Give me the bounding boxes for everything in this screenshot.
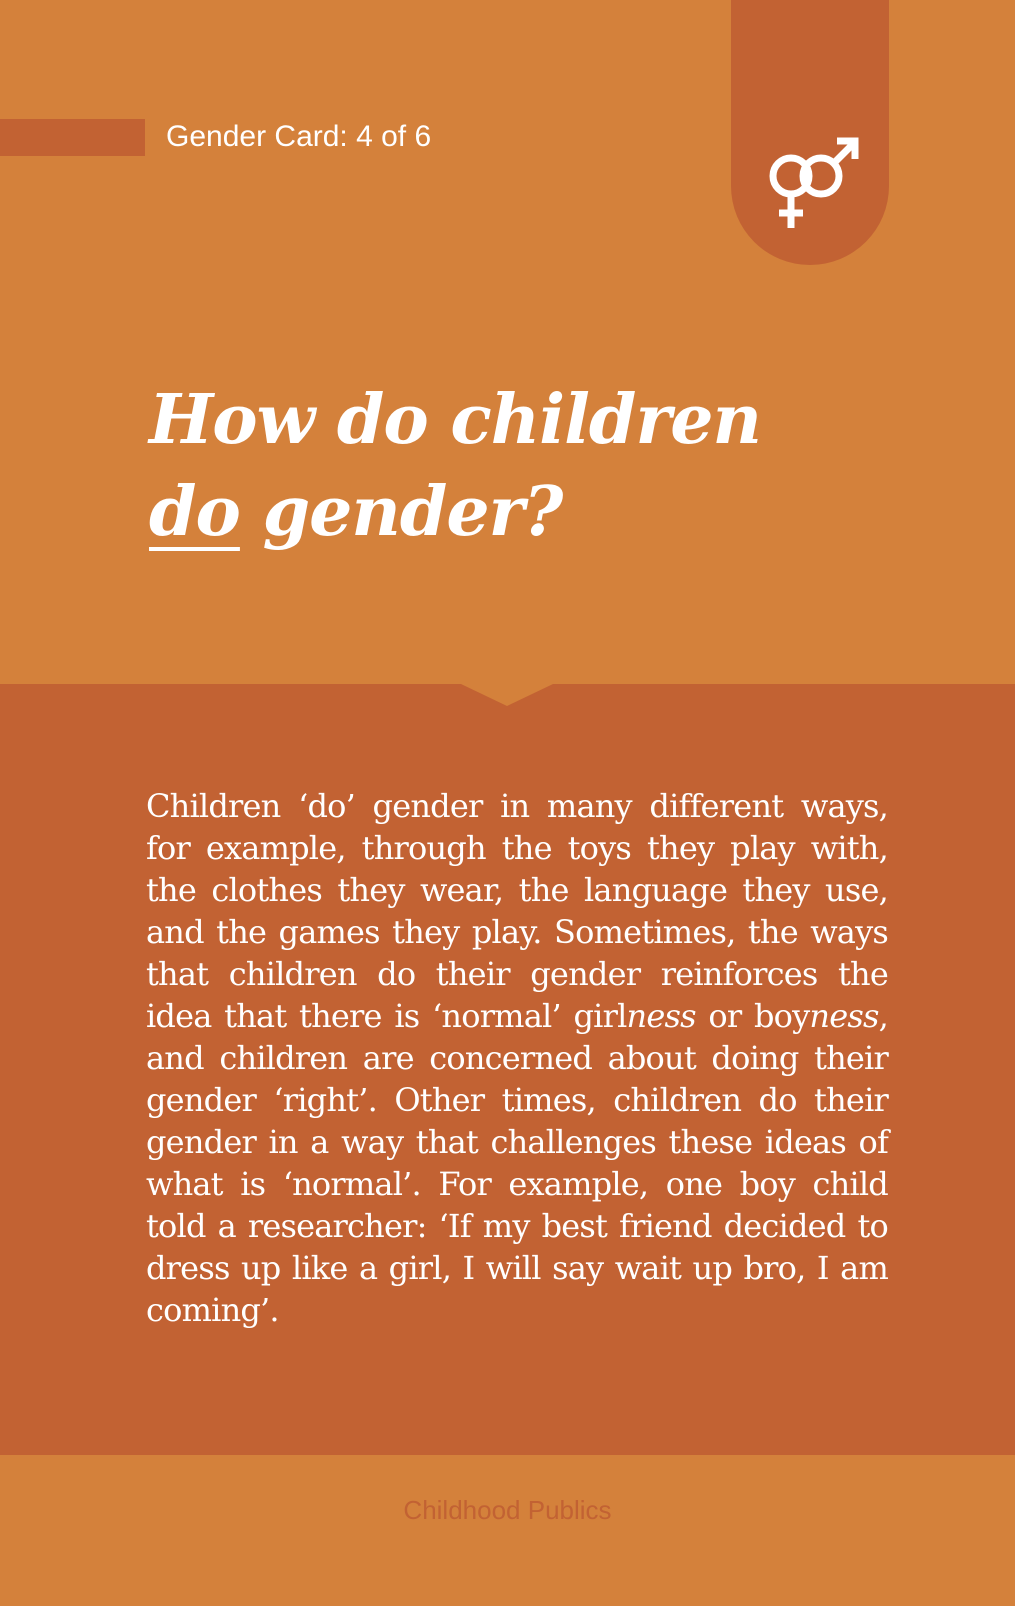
card-label: Gender Card: 4 of 6: [166, 120, 432, 153]
page-title: [149, 374, 969, 558]
panel-notch: [461, 684, 553, 706]
body-text: [146, 785, 888, 1331]
title-line-2-rest: gender?: [239, 472, 563, 552]
label-accent-bar: [0, 119, 145, 156]
title-emphasis: do: [149, 472, 240, 552]
icon-tab: [731, 0, 889, 265]
body-text-part-2: or boy: [695, 997, 810, 1035]
title-line-2: [149, 466, 969, 558]
body-text-part-3: , and children are concerned about doing their gender ‘right’. Other times, children do their gender in a way that challenges these ideas of what is ‘normal’. For example, one boy child told a researcher: ‘If my best friend decided to dress up like a girl, I will say wait up bro, I am coming’.: [146, 997, 888, 1329]
gender-symbols-icon: [757, 132, 863, 232]
body-text-italic-2: ness: [809, 997, 879, 1035]
body-text-part-1: Children ‘do’ gender in many different ways, for example, through the toys they play with, the clothes they wear, the language they use, and the games they play. Sometimes, the ways that children do their gender reinforces the idea that there is ‘normal’ girl: [146, 787, 888, 1035]
footer-credit: Childhood Publics: [403, 1495, 612, 1525]
body-text-italic-1: ness: [626, 997, 696, 1035]
title-line-1: How do children: [149, 380, 761, 460]
